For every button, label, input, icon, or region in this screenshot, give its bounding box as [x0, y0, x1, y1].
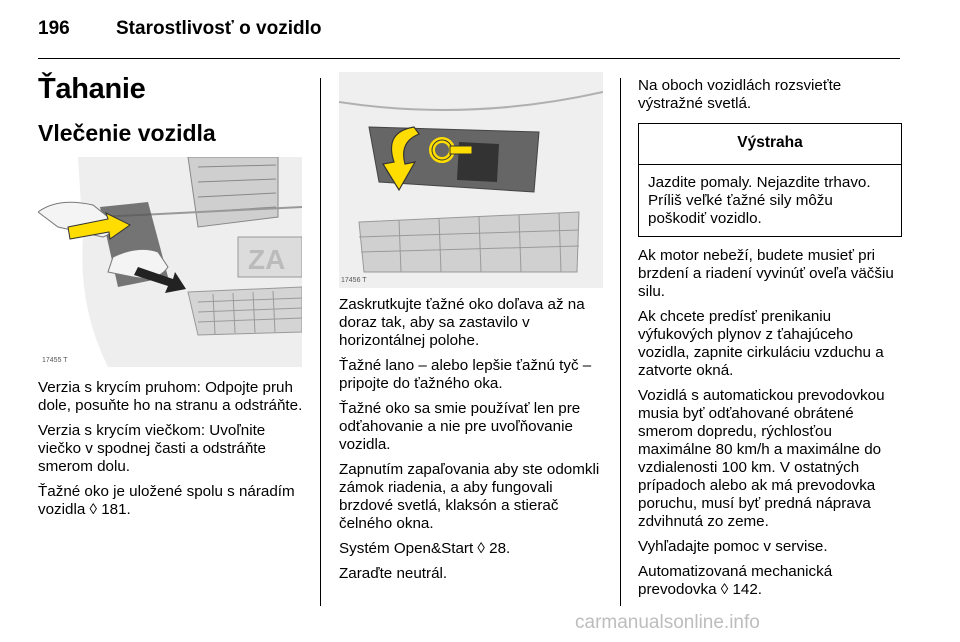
paragraph: Vozidlá s automatickou prevodovkou musia byť odťahované obrátené smerom dopredu, rýchlosťou maximálne 80 km/h a maximálne do vzdialenosti 100 km. V ostatných prípadoch alebo ak má prevodovka poruchu, musí byť predná náprava zdvihnutá zo zeme.	[638, 387, 885, 530]
middle-column	[339, 72, 607, 590]
chapter-title: Starostlivosť o vozidlo	[116, 18, 322, 39]
middle-text	[339, 296, 607, 583]
paragraph: Systém Open&Start ◊ 28.	[339, 540, 511, 557]
column-divider-left	[320, 78, 321, 606]
warning-title: Výstraha	[639, 124, 901, 165]
figure-code: 17455 T	[42, 357, 68, 364]
paragraph: Na oboch vozidlách rozsvieťte výstražné svetlá.	[638, 77, 842, 112]
svg-text:ZA: ZA	[248, 244, 286, 275]
paragraph: Ak chcete predísť prenikaniu výfukových plynov z ťahajúceho vozidla, zapnite cirkuláciu vzduchu a zatvorte okná.	[638, 308, 884, 379]
paragraph: Automatizovaná mechanická prevodovka ◊ 142.	[638, 563, 833, 598]
paragraph: Ak motor nebeží, budete musieť pri brzdení a riadení vyvinúť oveľa väčšiu silu.	[638, 247, 894, 300]
column-divider-right	[620, 78, 621, 606]
warning-box	[638, 123, 902, 237]
paragraph: Zaraďte neutrál.	[339, 565, 448, 582]
figure-code: 17456 T	[341, 277, 367, 284]
paragraph: Verzia s krycím pruhom: Odpojte pruh dole, posuňte ho na stranu a odstráňte.	[38, 379, 303, 414]
left-text	[38, 379, 308, 519]
tow-eye-illustration	[339, 72, 603, 288]
left-column	[38, 72, 308, 526]
watermark: carmanualsonline.info	[575, 612, 760, 633]
paragraph: Zapnutím zapaľovania aby ste odomkli zámok riadenia, a aby fungovali brzdové svetlá, klaksón a stierač čelného okna.	[339, 461, 600, 532]
paragraph: Ťažné oko sa smie používať len pre odťahovanie a nie pre uvoľňovanie vozidla.	[339, 400, 581, 453]
section-title: Ťahanie	[38, 73, 146, 105]
paragraph: Ťažné oko je uložené spolu s náradím vozidla ◊ 181.	[38, 483, 295, 518]
page-header	[38, 18, 321, 48]
right-column	[638, 77, 902, 606]
section-subtitle: Vlečenie vozidla	[38, 120, 216, 146]
paragraph: Ťažné lano – alebo lepšie ťažnú tyč – pripojte do ťažného oka.	[339, 357, 592, 392]
towing-cover-illustration	[38, 157, 302, 367]
paragraph: Zaskrutkujte ťažné oko doľava až na doraz tak, aby sa zastavilo v horizontálnej polohe.	[339, 296, 585, 349]
header-divider	[38, 58, 900, 59]
paragraph: Vyhľadajte pomoc v servise.	[638, 538, 828, 555]
warning-text: Jazdite pomaly. Nejazdite trhavo. Príliš veľké ťažné sily môžu poškodiť vozidlo.	[648, 174, 871, 227]
page-number: 196	[38, 18, 70, 39]
paragraph: Verzia s krycím viečkom: Uvoľnite viečko v spodnej časti a odstráňte smerom dolu.	[38, 422, 266, 475]
